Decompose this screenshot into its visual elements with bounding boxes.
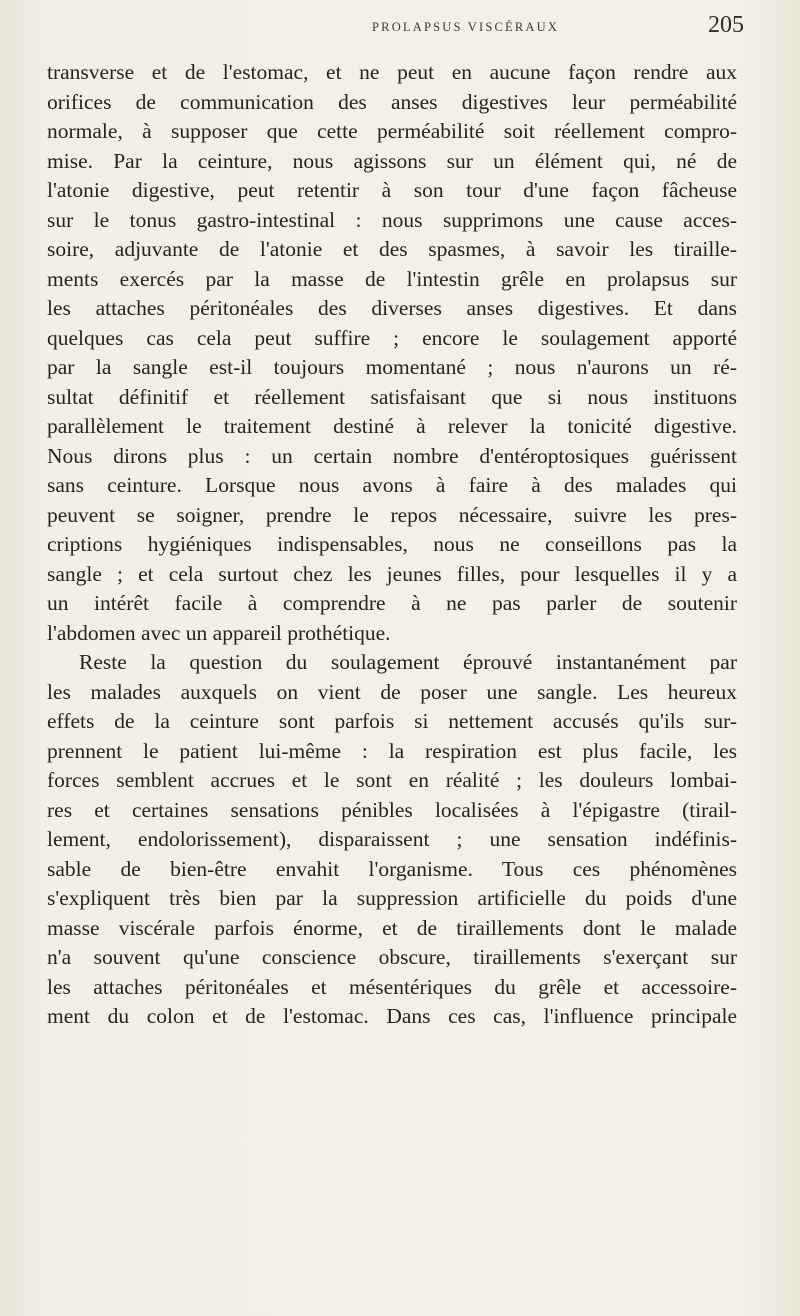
- text-line: lement, endolorissement), disparaissent ; une sensation indéfinis-: [47, 827, 737, 851]
- text-line: quelques cas cela peut suffire ; encore le soulagement apporté: [47, 325, 737, 350]
- text-line: transverse et de l'estomac, et ne peut en aucune façon rendre aux: [47, 60, 737, 84]
- text-line: mise. Par la ceinture, nous agissons sur un élément qui, né de: [47, 148, 737, 173]
- text-line: forces semblent accrues et le sont en réalité ; les douleurs lombai-: [47, 768, 737, 792]
- text-line: l'atonie digestive, peut retentir à son tour d'une façon fâcheuse: [47, 178, 737, 202]
- text-line: les attaches péritonéales des diverses anses digestives. Et dans: [47, 296, 737, 320]
- text-line: sur le tonus gastro-intestinal : nous supprimons une cause acces-: [47, 207, 737, 232]
- text-line: sangle ; et cela surtout chez les jeunes filles, pour lesquelles il y a: [47, 561, 737, 586]
- text-line: orifices de communication des anses digestives leur perméabilité: [47, 89, 737, 114]
- page-header: [0, 8, 800, 42]
- running-head: PROLAPSUS VISCÉRAUX: [372, 20, 560, 34]
- text-line: sans ceinture. Lorsque nous avons à faire à des malades qui: [47, 473, 737, 497]
- text-line: par la sangle est-il toujours momentané ; nous n'aurons un ré-: [47, 355, 737, 379]
- text-line: soire, adjuvante de l'atonie et des spasmes, à savoir les tiraille-: [47, 237, 737, 261]
- text-line: n'a souvent qu'une conscience obscure, tiraillements s'exerçant sur: [47, 945, 737, 969]
- text-line: masse viscérale parfois énorme, et de tiraillements dont le malade: [47, 915, 737, 940]
- text-line: criptions hygiéniques indispensables, nous ne conseillons pas la: [47, 532, 737, 556]
- text-line: l'abdomen avec un appareil prothétique.: [47, 620, 391, 645]
- text-line: parallèlement le traitement destiné à relever la tonicité digestive.: [47, 414, 737, 438]
- text-line: ment du colon et de l'estomac. Dans ces cas, l'influence principale: [47, 1004, 737, 1028]
- text-line: Reste la question du soulagement éprouvé instantanément par: [79, 650, 737, 674]
- text-line: res et certaines sensations pénibles localisées à l'épigastre (tirail-: [47, 797, 737, 822]
- text-line: les attaches péritonéales et mésentériques du grêle et accessoire-: [47, 974, 737, 999]
- text-line: sable de bien-être envahit l'organisme. Tous ces phénomènes: [47, 856, 737, 881]
- text-line: effets de la ceinture sont parfois si nettement accusés qu'ils sur-: [47, 709, 737, 733]
- text-line: prennent le patient lui-même : la respiration est plus facile, les: [47, 738, 737, 763]
- text-line: ments exercés par la masse de l'intestin grêle en prolapsus sur: [47, 266, 737, 291]
- text-line: s'expliquent très bien par la suppression artificielle du poids d'une: [47, 886, 737, 910]
- text-line: les malades auxquels on vient de poser une sangle. Les heureux: [47, 679, 737, 704]
- text-line: normale, à supposer que cette perméabilité soit réellement compro-: [47, 119, 737, 143]
- body-text: [47, 58, 737, 1032]
- text-line: un intérêt facile à comprendre à ne pas parler de soutenir: [47, 591, 737, 615]
- page-number: 205: [708, 12, 744, 38]
- text-line: sultat définitif et réellement satisfaisant que si nous instituons: [47, 384, 737, 409]
- text-line: peuvent se soigner, prendre le repos nécessaire, suivre les pres-: [47, 502, 737, 527]
- text-line: Nous dirons plus : un certain nombre d'entéroptosiques guérissent: [47, 443, 737, 468]
